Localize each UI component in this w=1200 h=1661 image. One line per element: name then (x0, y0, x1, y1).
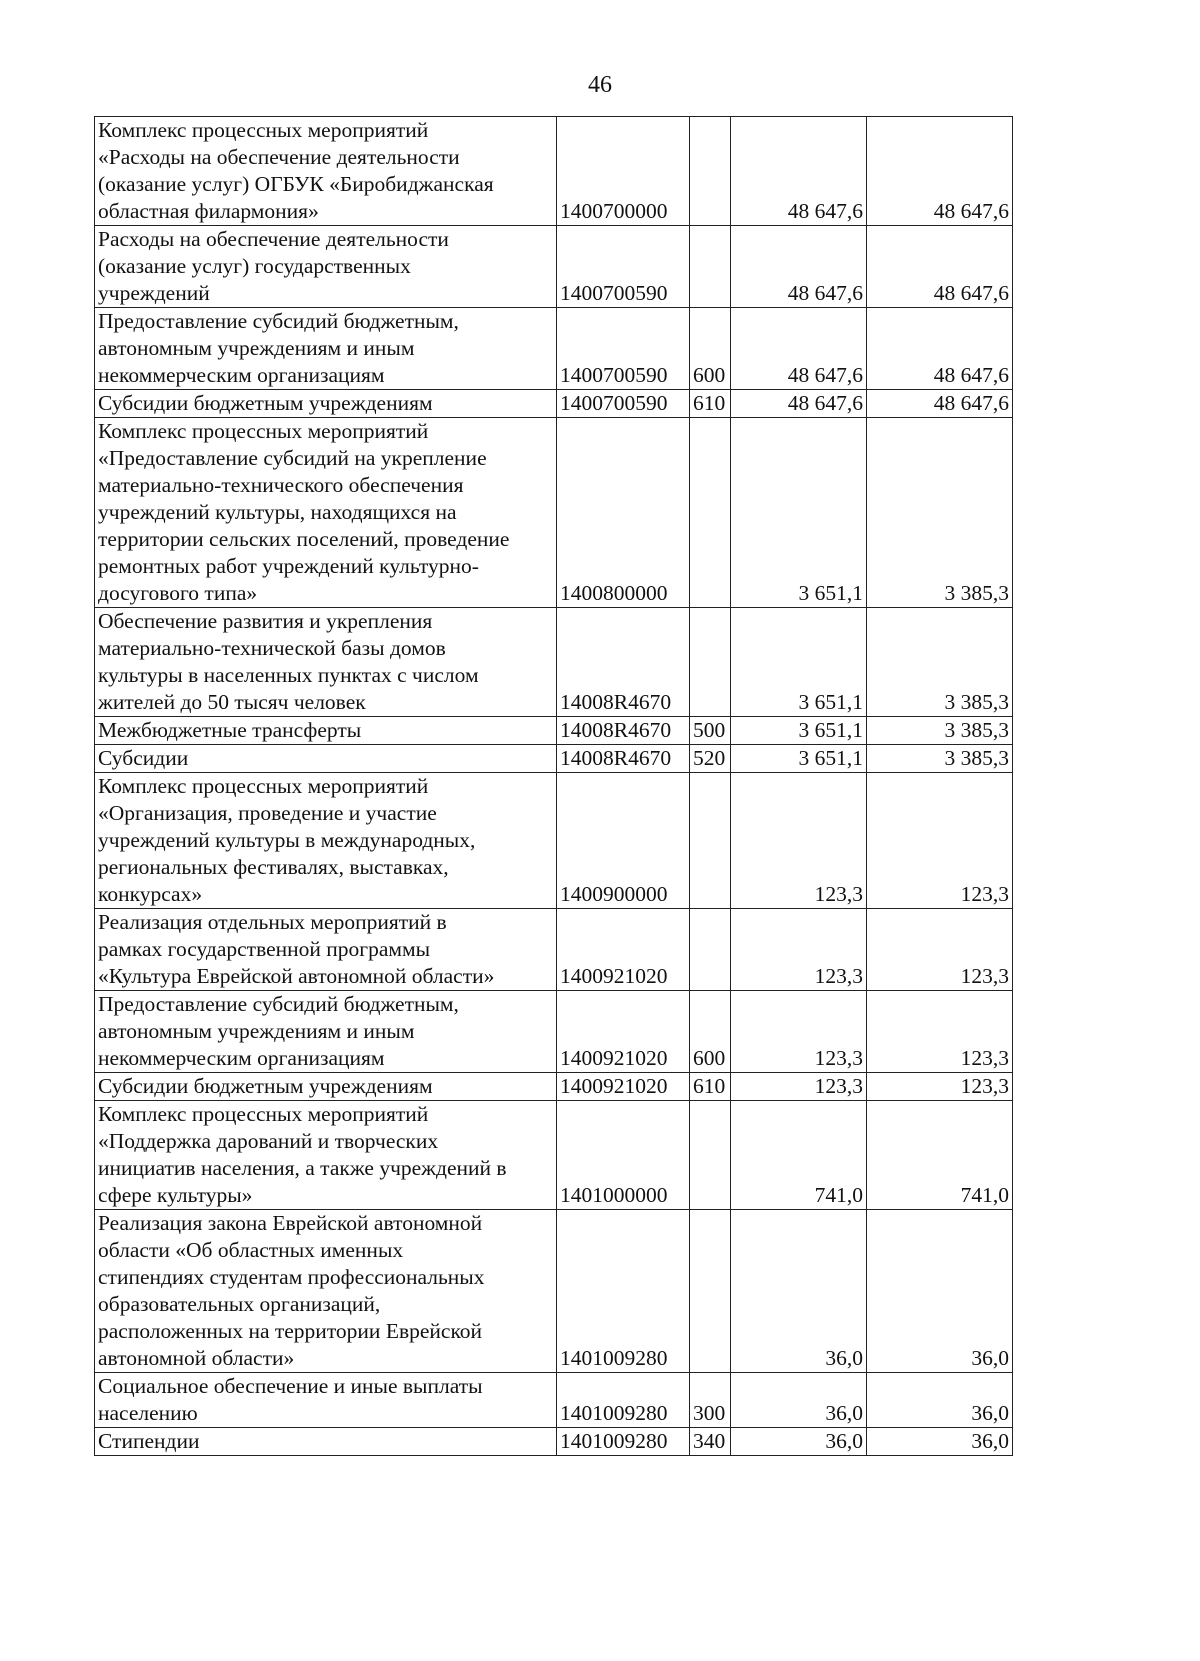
row-amount-1: 48 647,6 (731, 117, 867, 226)
row-name: Комплекс процессных мероприятий «Организация, проведение и участие учреждений культуры в международных, региональных фестивалях, выставках, конкурсах» (95, 773, 557, 909)
row-amount-1: 741,0 (731, 1101, 867, 1210)
row-name: Реализация закона Еврейской автономной области «Об областных именных стипендиях студентам профессиональных образовательных организаций, расположенных на территории Еврейской автономной области» (95, 1210, 557, 1373)
row-target-code: 1400921020 (557, 1073, 690, 1101)
row-amount-2: 48 647,6 (867, 117, 1013, 226)
row-amount-1: 3 651,1 (731, 418, 867, 608)
row-amount-2: 3 385,3 (867, 608, 1013, 717)
row-target-code: 1401009280 (557, 1428, 690, 1456)
table-row (95, 773, 1013, 909)
table-row (95, 308, 1013, 390)
row-amount-2: 123,3 (867, 773, 1013, 909)
row-expense-type: 340 (690, 1428, 731, 1456)
row-amount-1: 48 647,6 (731, 308, 867, 390)
table-row (95, 909, 1013, 991)
table-row (95, 1210, 1013, 1373)
row-name: Социальное обеспечение и иные выплаты населению (95, 1373, 557, 1428)
row-amount-1: 123,3 (731, 991, 867, 1073)
row-name: Комплекс процессных мероприятий «Расходы на обеспечение деятельности (оказание услуг) ОГБУК «Биробиджанская областная филармония» (95, 117, 557, 226)
row-amount-1: 48 647,6 (731, 226, 867, 308)
row-target-code: 1400800000 (557, 418, 690, 608)
table-row (95, 745, 1013, 773)
row-name: Межбюджетные трансферты (95, 717, 557, 745)
row-amount-2: 48 647,6 (867, 308, 1013, 390)
row-target-code: 14008R4670 (557, 608, 690, 717)
row-amount-2: 48 647,6 (867, 226, 1013, 308)
row-expense-type (690, 608, 731, 717)
row-name: Субсидии бюджетным учреждениям (95, 1073, 557, 1101)
row-name: Субсидии бюджетным учреждениям (95, 390, 557, 418)
row-name: Предоставление субсидий бюджетным, автономным учреждениям и иным некоммерческим организациям (95, 308, 557, 390)
row-expense-type: 610 (690, 390, 731, 418)
row-amount-2: 123,3 (867, 909, 1013, 991)
table-row (95, 1428, 1013, 1456)
row-name: Субсидии (95, 745, 557, 773)
row-target-code: 1400700590 (557, 390, 690, 418)
row-amount-1: 3 651,1 (731, 745, 867, 773)
row-amount-1: 36,0 (731, 1428, 867, 1456)
row-target-code: 1400921020 (557, 909, 690, 991)
row-expense-type (690, 418, 731, 608)
row-target-code: 1401009280 (557, 1373, 690, 1428)
row-expense-type (690, 1210, 731, 1373)
row-amount-2: 36,0 (867, 1373, 1013, 1428)
table-row (95, 418, 1013, 608)
row-target-code: 14008R4670 (557, 717, 690, 745)
row-amount-2: 3 385,3 (867, 717, 1013, 745)
row-amount-1: 36,0 (731, 1373, 867, 1428)
row-name: Обеспечение развития и укрепления материально-технической базы домов культуры в населенных пунктах с числом жителей до 50 тысяч человек (95, 608, 557, 717)
row-amount-1: 123,3 (731, 909, 867, 991)
row-expense-type (690, 226, 731, 308)
row-amount-1: 48 647,6 (731, 390, 867, 418)
row-amount-2: 36,0 (867, 1428, 1013, 1456)
row-name: Реализация отдельных мероприятий в рамках государственной программы «Культура Еврейской автономной области» (95, 909, 557, 991)
row-amount-1: 36,0 (731, 1210, 867, 1373)
table-row (95, 608, 1013, 717)
row-amount-2: 3 385,3 (867, 418, 1013, 608)
row-target-code: 1401000000 (557, 1101, 690, 1210)
table-row (95, 226, 1013, 308)
row-expense-type: 600 (690, 308, 731, 390)
row-target-code: 14008R4670 (557, 745, 690, 773)
row-expense-type: 600 (690, 991, 731, 1073)
row-amount-2: 123,3 (867, 991, 1013, 1073)
row-name: Комплекс процессных мероприятий «Предоставление субсидий на укрепление материально-технического обеспечения учреждений культуры, находящихся на территории сельских поселений, проведение ремонтных работ учреждений культурно- досугового типа» (95, 418, 557, 608)
row-expense-type: 500 (690, 717, 731, 745)
table-row (95, 390, 1013, 418)
row-expense-type (690, 773, 731, 909)
row-expense-type: 520 (690, 745, 731, 773)
row-target-code: 1400921020 (557, 991, 690, 1073)
row-amount-2: 3 385,3 (867, 745, 1013, 773)
row-expense-type (690, 1101, 731, 1210)
row-amount-2: 48 647,6 (867, 390, 1013, 418)
row-target-code: 1400900000 (557, 773, 690, 909)
page-number: 46 (588, 72, 612, 98)
table-row (95, 1073, 1013, 1101)
row-expense-type (690, 117, 731, 226)
row-name: Стипендии (95, 1428, 557, 1456)
table-row (95, 991, 1013, 1073)
table-row (95, 717, 1013, 745)
row-name: Комплекс процессных мероприятий «Поддержка дарований и творческих инициатив населения, а также учреждений в сфере культуры» (95, 1101, 557, 1210)
table-row (95, 1101, 1013, 1210)
row-amount-2: 741,0 (867, 1101, 1013, 1210)
table-row (95, 117, 1013, 226)
row-amount-1: 3 651,1 (731, 608, 867, 717)
row-name: Расходы на обеспечение деятельности (оказание услуг) государственных учреждений (95, 226, 557, 308)
row-amount-1: 3 651,1 (731, 717, 867, 745)
row-target-code: 1400700590 (557, 308, 690, 390)
row-expense-type (690, 909, 731, 991)
row-target-code: 1401009280 (557, 1210, 690, 1373)
row-amount-2: 123,3 (867, 1073, 1013, 1101)
row-amount-2: 36,0 (867, 1210, 1013, 1373)
row-target-code: 1400700000 (557, 117, 690, 226)
table-row (95, 1373, 1013, 1428)
row-target-code: 1400700590 (557, 226, 690, 308)
row-name: Предоставление субсидий бюджетным, автономным учреждениям и иным некоммерческим организациям (95, 991, 557, 1073)
budget-table (94, 116, 1013, 1456)
budget-table-body (95, 117, 1013, 1456)
row-expense-type: 300 (690, 1373, 731, 1428)
row-amount-1: 123,3 (731, 1073, 867, 1101)
row-expense-type: 610 (690, 1073, 731, 1101)
row-amount-1: 123,3 (731, 773, 867, 909)
